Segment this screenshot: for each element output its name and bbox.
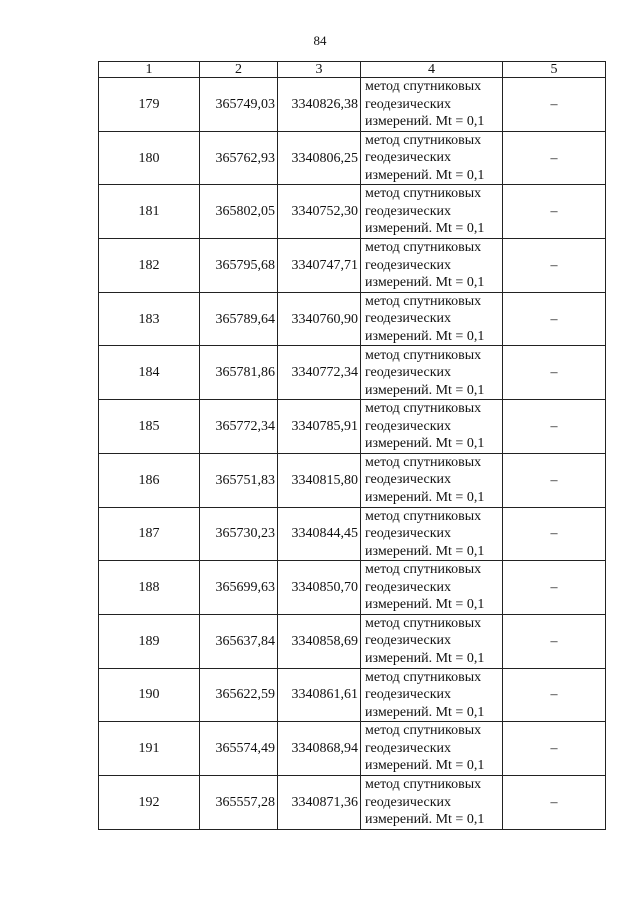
y-coordinate-cell: 3340868,94 bbox=[278, 722, 361, 776]
method-line: метод спутниковых bbox=[365, 669, 482, 685]
table-row bbox=[99, 346, 606, 400]
x-coordinate-cell: 365802,05 bbox=[200, 185, 278, 239]
point-number-cell: 184 bbox=[99, 346, 200, 400]
table-row bbox=[99, 453, 606, 507]
note-cell: – bbox=[503, 722, 606, 776]
column-header-4: 4 bbox=[361, 62, 503, 78]
x-coordinate-cell: 365622,59 bbox=[200, 668, 278, 722]
method-cell bbox=[361, 185, 503, 239]
method-line: геодезических bbox=[365, 365, 452, 381]
point-number-cell: 182 bbox=[99, 239, 200, 293]
method-line: геодезических bbox=[365, 579, 452, 595]
table-row bbox=[99, 292, 606, 346]
point-number-cell: 185 bbox=[99, 400, 200, 454]
method-line: метод спутниковых bbox=[365, 777, 482, 793]
method-line: геодезических bbox=[365, 96, 452, 112]
method-line: метод спутниковых bbox=[365, 186, 482, 202]
y-coordinate-cell: 3340752,30 bbox=[278, 185, 361, 239]
method-line: измерений. Mt = 0,1 bbox=[365, 436, 485, 452]
method-line: измерений. Mt = 0,1 bbox=[365, 597, 485, 613]
table-row bbox=[99, 400, 606, 454]
y-coordinate-cell: 3340861,61 bbox=[278, 668, 361, 722]
method-line: геодезических bbox=[365, 633, 452, 649]
table-row bbox=[99, 668, 606, 722]
table-body bbox=[99, 78, 606, 830]
y-coordinate-cell: 3340826,38 bbox=[278, 78, 361, 132]
point-number-cell: 181 bbox=[99, 185, 200, 239]
x-coordinate-cell: 365789,64 bbox=[200, 292, 278, 346]
point-number-cell: 192 bbox=[99, 775, 200, 829]
method-line: измерений. Mt = 0,1 bbox=[365, 114, 485, 130]
method-line: геодезических bbox=[365, 472, 452, 488]
method-line: геодезических bbox=[365, 150, 452, 166]
note-cell: – bbox=[503, 346, 606, 400]
method-line: метод спутниковых bbox=[365, 401, 482, 417]
method-line: метод спутниковых bbox=[365, 79, 482, 95]
y-coordinate-cell: 3340806,25 bbox=[278, 131, 361, 185]
x-coordinate-cell: 365574,49 bbox=[200, 722, 278, 776]
method-line: измерений. Mt = 0,1 bbox=[365, 758, 485, 774]
method-line: геодезических bbox=[365, 794, 452, 810]
table-row bbox=[99, 722, 606, 776]
point-number-cell: 187 bbox=[99, 507, 200, 561]
table-header-row bbox=[99, 62, 606, 78]
method-cell bbox=[361, 453, 503, 507]
method-line: метод спутниковых bbox=[365, 240, 482, 256]
x-coordinate-cell: 365772,34 bbox=[200, 400, 278, 454]
table-row bbox=[99, 561, 606, 615]
note-cell: – bbox=[503, 400, 606, 454]
table-row bbox=[99, 239, 606, 293]
method-line: измерений. Mt = 0,1 bbox=[365, 328, 485, 344]
x-coordinate-cell: 365699,63 bbox=[200, 561, 278, 615]
table-row bbox=[99, 185, 606, 239]
x-coordinate-cell: 365795,68 bbox=[200, 239, 278, 293]
note-cell: – bbox=[503, 453, 606, 507]
note-cell: – bbox=[503, 614, 606, 668]
method-cell bbox=[361, 400, 503, 454]
y-coordinate-cell: 3340871,36 bbox=[278, 775, 361, 829]
column-header-1: 1 bbox=[99, 62, 200, 78]
method-line: измерений. Mt = 0,1 bbox=[365, 543, 485, 559]
x-coordinate-cell: 365781,86 bbox=[200, 346, 278, 400]
method-line: геодезических bbox=[365, 257, 452, 273]
column-header-2: 2 bbox=[200, 62, 278, 78]
y-coordinate-cell: 3340815,80 bbox=[278, 453, 361, 507]
method-line: измерений. Mt = 0,1 bbox=[365, 812, 485, 828]
method-cell bbox=[361, 668, 503, 722]
method-line: измерений. Mt = 0,1 bbox=[365, 167, 485, 183]
y-coordinate-cell: 3340850,70 bbox=[278, 561, 361, 615]
method-cell bbox=[361, 78, 503, 132]
point-number-cell: 180 bbox=[99, 131, 200, 185]
x-coordinate-cell: 365749,03 bbox=[200, 78, 278, 132]
method-line: метод спутниковых bbox=[365, 562, 482, 578]
column-header-5: 5 bbox=[503, 62, 606, 78]
method-line: геодезических bbox=[365, 418, 452, 434]
method-line: геодезических bbox=[365, 687, 452, 703]
x-coordinate-cell: 365557,28 bbox=[200, 775, 278, 829]
table-row bbox=[99, 507, 606, 561]
table-row bbox=[99, 775, 606, 829]
x-coordinate-cell: 365637,84 bbox=[200, 614, 278, 668]
method-line: измерений. Mt = 0,1 bbox=[365, 489, 485, 505]
method-cell bbox=[361, 346, 503, 400]
method-cell bbox=[361, 239, 503, 293]
note-cell: – bbox=[503, 668, 606, 722]
method-cell bbox=[361, 775, 503, 829]
method-cell bbox=[361, 561, 503, 615]
table-row bbox=[99, 614, 606, 668]
point-number-cell: 190 bbox=[99, 668, 200, 722]
method-cell bbox=[361, 507, 503, 561]
method-line: геодезических bbox=[365, 526, 452, 542]
method-line: метод спутниковых bbox=[365, 293, 482, 309]
table-row bbox=[99, 78, 606, 132]
method-line: измерений. Mt = 0,1 bbox=[365, 704, 485, 720]
note-cell: – bbox=[503, 185, 606, 239]
point-number-cell: 188 bbox=[99, 561, 200, 615]
point-number-cell: 189 bbox=[99, 614, 200, 668]
method-line: измерений. Mt = 0,1 bbox=[365, 382, 485, 398]
method-line: метод спутниковых bbox=[365, 723, 482, 739]
point-number-cell: 179 bbox=[99, 78, 200, 132]
method-line: метод спутниковых bbox=[365, 615, 482, 631]
method-line: геодезических bbox=[365, 311, 452, 327]
point-number-cell: 183 bbox=[99, 292, 200, 346]
method-line: метод спутниковых bbox=[365, 508, 482, 524]
y-coordinate-cell: 3340858,69 bbox=[278, 614, 361, 668]
point-number-cell: 186 bbox=[99, 453, 200, 507]
page-number: 84 bbox=[313, 33, 327, 48]
note-cell: – bbox=[503, 775, 606, 829]
method-line: геодезических bbox=[365, 203, 452, 219]
column-header-3: 3 bbox=[278, 62, 361, 78]
note-cell: – bbox=[503, 292, 606, 346]
method-cell bbox=[361, 722, 503, 776]
note-cell: – bbox=[503, 78, 606, 132]
y-coordinate-cell: 3340747,71 bbox=[278, 239, 361, 293]
y-coordinate-cell: 3340785,91 bbox=[278, 400, 361, 454]
method-line: метод спутниковых bbox=[365, 132, 482, 148]
method-line: геодезических bbox=[365, 740, 452, 756]
y-coordinate-cell: 3340760,90 bbox=[278, 292, 361, 346]
note-cell: – bbox=[503, 507, 606, 561]
method-line: метод спутниковых bbox=[365, 454, 482, 470]
x-coordinate-cell: 365751,83 bbox=[200, 453, 278, 507]
y-coordinate-cell: 3340844,45 bbox=[278, 507, 361, 561]
x-coordinate-cell: 365762,93 bbox=[200, 131, 278, 185]
method-line: измерений. Mt = 0,1 bbox=[365, 221, 485, 237]
table-row bbox=[99, 131, 606, 185]
coordinates-table bbox=[98, 61, 606, 830]
y-coordinate-cell: 3340772,34 bbox=[278, 346, 361, 400]
method-cell bbox=[361, 614, 503, 668]
note-cell: – bbox=[503, 561, 606, 615]
note-cell: – bbox=[503, 131, 606, 185]
method-cell bbox=[361, 292, 503, 346]
method-line: измерений. Mt = 0,1 bbox=[365, 275, 485, 291]
point-number-cell: 191 bbox=[99, 722, 200, 776]
method-cell bbox=[361, 131, 503, 185]
note-cell: – bbox=[503, 239, 606, 293]
method-line: измерений. Mt = 0,1 bbox=[365, 650, 485, 666]
method-line: метод спутниковых bbox=[365, 347, 482, 363]
x-coordinate-cell: 365730,23 bbox=[200, 507, 278, 561]
